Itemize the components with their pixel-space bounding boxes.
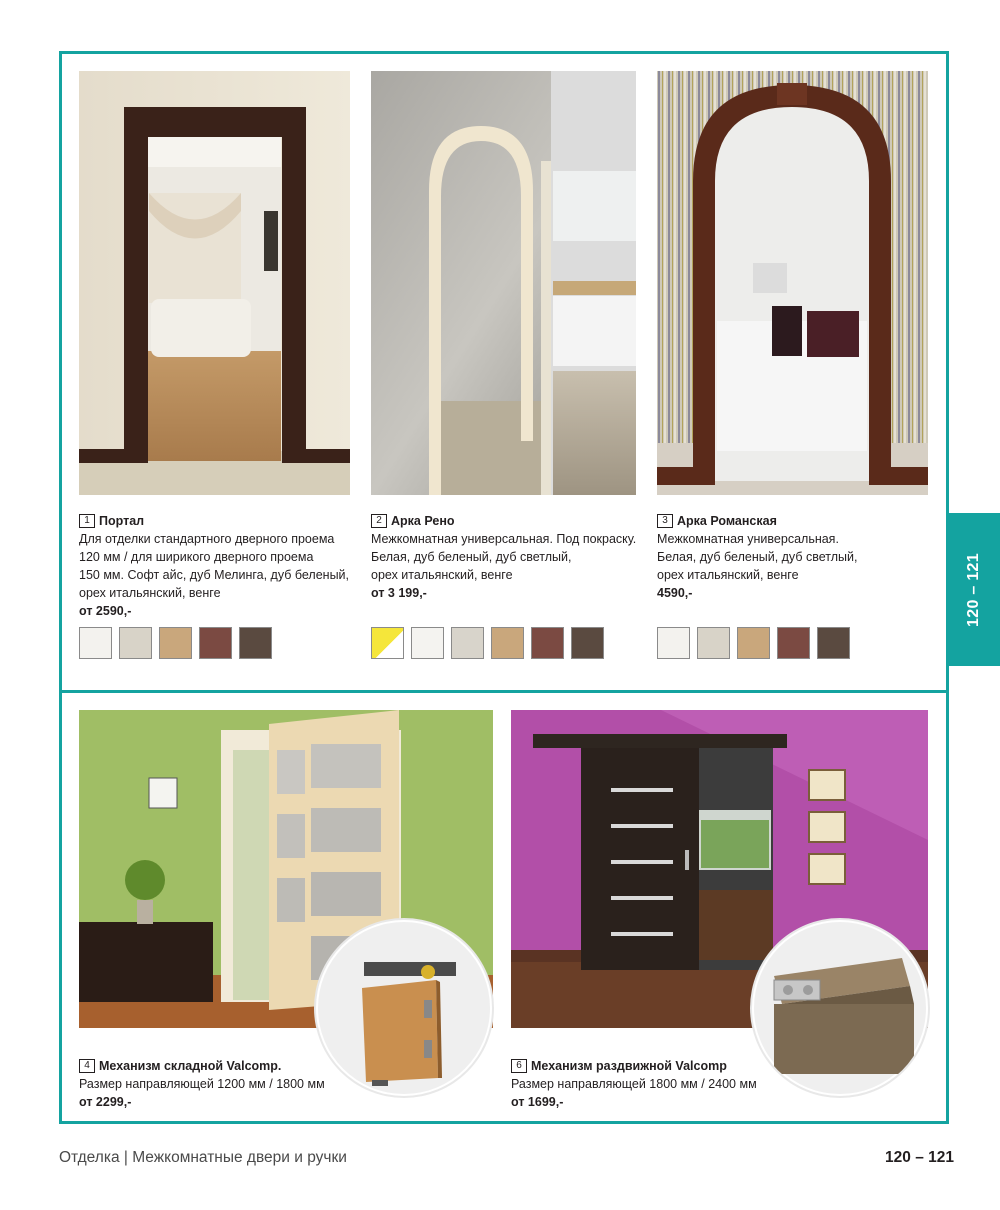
color-swatch [571, 627, 604, 659]
color-swatches-reno [371, 627, 604, 659]
product-title: 4 Механизм складной Valcomp. [79, 1057, 349, 1075]
product-price: от 3 199,- [371, 586, 427, 600]
product-description-line: 120 мм / для ширикого дверного проема [79, 550, 314, 564]
product-description-line: орех итальянский, венге [657, 568, 799, 582]
color-swatch [697, 627, 730, 659]
product-title: 6 Механизм раздвижной Valcomp [511, 1057, 781, 1075]
product-description-line: орех итальянский, венге [371, 568, 513, 582]
product-description-line: орех итальянский, венге [79, 586, 221, 600]
product-caption-folding [79, 1057, 349, 1111]
footer-page-numbers: 120 – 121 [885, 1149, 954, 1166]
product-number: 3 [657, 514, 673, 528]
color-swatch [159, 627, 192, 659]
product-description-line: 150 мм. Софт айс, дуб Мелинга, дуб беленый, [79, 568, 350, 582]
product-description-line: Межкомнатная универсальная. [657, 532, 839, 546]
product-caption-portal [79, 512, 359, 620]
color-swatch [817, 627, 850, 659]
product-price: от 1699,- [511, 1095, 564, 1109]
product-price: от 2299,- [79, 1095, 132, 1109]
color-swatch [531, 627, 564, 659]
section-divider [59, 690, 949, 693]
page-tab: 120 – 121 [948, 513, 1000, 666]
product-number: 2 [371, 514, 387, 528]
product-number: 1 [79, 514, 95, 528]
product-description-line: Белая, дуб беленый, дуб светлый, [371, 550, 572, 564]
product-price: от 2590,- [79, 604, 132, 618]
product-description-line: Размер направляющей 1200 мм / 1800 мм [79, 1077, 325, 1091]
product-caption-sliding [511, 1057, 781, 1111]
color-swatch [199, 627, 232, 659]
product-title: 3 Арка Романская [657, 512, 937, 530]
footer-section-title: Отделка | Межкомнатные двери и ручки [59, 1149, 347, 1166]
color-swatch [79, 627, 112, 659]
product-number: 6 [511, 1059, 527, 1073]
product-description-line: Для отделки стандартного дверного проема [79, 532, 335, 546]
product-description-line: Размер направляющей 1800 мм / 2400 мм [511, 1077, 757, 1091]
product-description-line: Белая, дуб беленый, дуб светлый, [657, 550, 858, 564]
product-caption-reno [371, 512, 656, 602]
product-description-line: Межкомнатная универсальная. Под покраску. [371, 532, 637, 546]
color-swatch [451, 627, 484, 659]
product-number: 4 [79, 1059, 95, 1073]
color-swatch-paintable [371, 627, 404, 659]
product-title: 2 Арка Рено [371, 512, 656, 530]
product-title: 1 Портал [79, 512, 359, 530]
product-price: 4590,- [657, 586, 693, 600]
color-swatch [239, 627, 272, 659]
color-swatch [657, 627, 690, 659]
portal-photo [79, 71, 350, 495]
color-swatch [737, 627, 770, 659]
arch-romanesque-photo [657, 71, 928, 495]
color-swatch [119, 627, 152, 659]
color-swatch [491, 627, 524, 659]
arch-reno-photo [371, 71, 636, 495]
color-swatch [777, 627, 810, 659]
color-swatches-portal [79, 627, 272, 659]
color-swatch [411, 627, 444, 659]
product-caption-romanesque [657, 512, 937, 602]
color-swatches-romanesque [657, 627, 850, 659]
